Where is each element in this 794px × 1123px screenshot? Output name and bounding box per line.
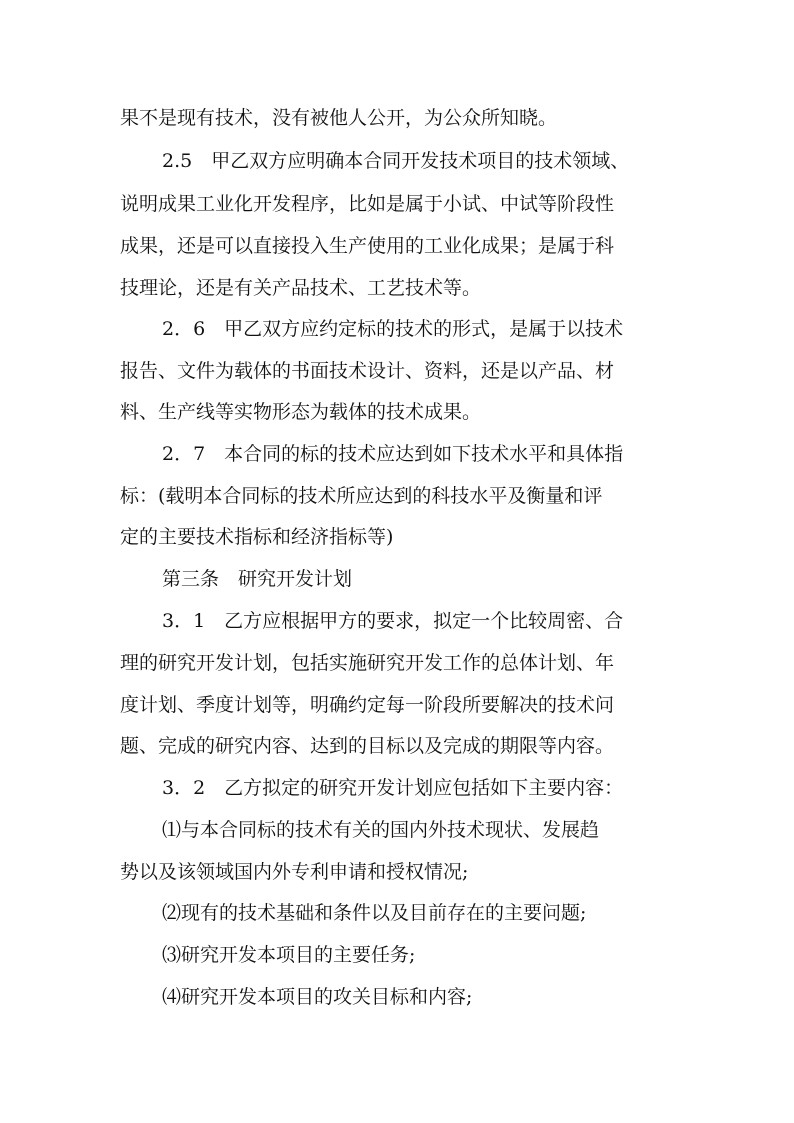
body-text-line: 说明成果工业化开发程序，比如是属于小试、中试等阶段性 [120, 193, 615, 215]
clause-2-7-line: 2．7 本合同的标的技术应达到如下技术水平和具体指 [162, 443, 624, 465]
body-text-line: 度计划、季度计划等，明确约定每一阶段所要解决的技术问 [120, 694, 615, 716]
list-item-3: ⑶研究开发本项目的主要任务; [162, 944, 416, 966]
list-item-1-continued: 势以及该领域国内外专利申请和授权情况; [120, 861, 469, 883]
list-item-1: ⑴与本合同标的技术有关的国内外技术现状、发展趋 [162, 819, 600, 841]
body-text-line: 果不是现有技术，没有被他人公开，为公众所知晓。 [120, 107, 558, 129]
body-text-line: 题、完成的研究内容、达到的目标以及完成的期限等内容。 [120, 735, 615, 757]
clause-2-5-line: 2.5 甲乙双方应明确本合同开发技术项目的技术领域、 [162, 150, 630, 172]
clause-3-1-line: 3．1 乙方应根据甲方的要求，拟定一个比较周密、合 [162, 610, 624, 632]
clause-2-6-line: 2．6 甲乙双方应约定标的技术的形式，是属于以技术 [162, 318, 624, 340]
body-text-line: 理的研究开发计划，包括实施研究开发工作的总体计划、年 [120, 652, 615, 674]
body-text-line: 标：(载明本合同标的技术所应达到的科技水平及衡量和评 [120, 485, 603, 507]
body-text-line: 料、生产线等实物形态为载体的技术成果。 [120, 401, 482, 423]
article-3-heading: 第三条 研究开发计划 [162, 568, 353, 590]
body-text-line: 成果，还是可以直接投入生产使用的工业化成果；是属于科 [120, 235, 615, 257]
list-item-2: ⑵现有的技术基础和条件以及目前存在的主要问题; [162, 902, 587, 924]
clause-3-2-line: 3．2 乙方拟定的研究开发计划应包括如下主要内容： [162, 777, 624, 799]
body-text-line: 技理论，还是有关产品技术、工艺技术等。 [120, 277, 482, 299]
list-item-4: ⑷研究开发本项目的攻关目标和内容; [162, 986, 473, 1008]
body-text-line: 定的主要技术指标和经济指标等) [120, 526, 394, 548]
body-text-line: 报告、文件为载体的书面技术设计、资料，还是以产品、材 [120, 360, 615, 382]
